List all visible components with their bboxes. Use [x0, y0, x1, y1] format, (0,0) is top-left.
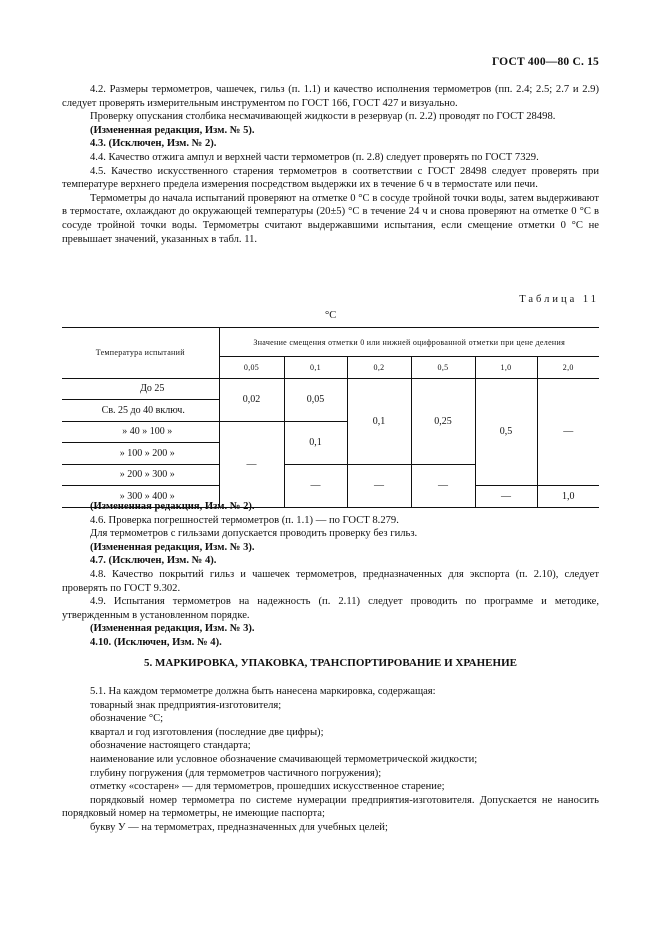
table-cell: —	[411, 464, 475, 507]
row-label: » 40 » 100 »	[62, 421, 219, 443]
header-division: 0,1	[284, 357, 347, 379]
amendment-note: (Измененная редакция, Изм. № 5).	[90, 124, 255, 136]
list-item: наименование или условное обозначение смачивающей термометрической жидкости;	[90, 753, 478, 765]
paragraph: 4.8. Качество покрытий гильз и чашечек термометров, предназначенных для экспорта (п. 2.10), следует проверять по ГОСТ 9.302.	[62, 568, 599, 594]
table-11	[62, 327, 599, 508]
table-cell: —	[284, 464, 347, 507]
list-item: обозначение настоящего стандарта;	[90, 740, 251, 752]
table-cell: —	[475, 486, 537, 508]
paragraph: Термометры до начала испытаний проверяют на отметке 0 °С в сосуде тройной точки воды, затем выдерживают в термостате, охлаждают до окружающей температуры (20±5) °С в течение 24 ч и снова проверяют на отметке 0 °С в сосуде тройной точки воды. Термометры считают выдержавшими испытания, если смещение отметки 0 °С не превышает значений, указанных в табл. 11.	[62, 192, 599, 245]
list-item: обозначение °С;	[90, 713, 164, 725]
paragraph: 4.9. Испытания термометров на надежность (п. 2.11) следует проводить по программе и методике, утвержденным в установленном порядке.	[62, 596, 599, 621]
table-cell: 0,02	[219, 378, 284, 421]
list-item: отметку «состарен» — для термометров, прошедших искусственное старение;	[90, 781, 445, 793]
header-test-temperature: Температура испытаний	[62, 328, 219, 379]
table-cell: —	[537, 378, 599, 486]
header-shift-value: Значение смещения отметки 0 или нижней оцифрованной отметки при цене деления	[219, 328, 599, 357]
amendment-note: 4.3. (Исключен, Изм. № 2).	[90, 138, 217, 150]
amendment-note: (Измененная редакция, Изм. № 3).	[90, 623, 255, 635]
table-unit: °С	[325, 310, 337, 321]
header-division: 0,2	[347, 357, 411, 379]
table-cell: 1,0	[537, 486, 599, 508]
header-division: 0,5	[411, 357, 475, 379]
list-item: квартал и год изготовления (последние две цифры);	[90, 726, 324, 738]
table-cell: 0,25	[411, 378, 475, 464]
row-label: Св. 25 до 40 включ.	[62, 400, 219, 422]
paragraph: 4.4. Качество отжига ампул и верхней части термометров (п. 2.8) следует проверять по ГОСТ 7329.	[90, 151, 539, 163]
list-item: букву У — на термометрах, предназначенных для учебных целей;	[90, 821, 388, 833]
paragraph: 4.2. Размеры термометров, чашечек, гильз (п. 1.1) и качество исполнения термометров (пп. 2.4; 2.5; 2.7 и 2.9) следует проверять измерительным инструментом по ГОСТ 166, ГОСТ 427 и визуально.	[62, 84, 599, 109]
header-division: 2,0	[537, 357, 599, 379]
paragraph: Для термометров с гильзами допускается проводить проверку без гильз.	[90, 528, 418, 540]
row-label: » 100 » 200 »	[62, 443, 219, 465]
text-block-top	[62, 83, 599, 246]
row-label: До 25	[62, 378, 219, 400]
amendment-note: (Измененная редакция, Изм. № 3).	[90, 541, 255, 553]
section-title: 5. МАРКИРОВКА, УПАКОВКА, ТРАНСПОРТИРОВАНИЕ И ХРАНЕНИЕ	[144, 657, 517, 669]
table-caption: Таблица 11	[519, 294, 599, 305]
text-block-bottom	[62, 685, 599, 835]
list-item: товарный знак предприятия-изготовителя;	[90, 699, 282, 711]
header-division: 1,0	[475, 357, 537, 379]
text-block-middle	[62, 500, 599, 650]
table-cell: 0,05	[284, 378, 347, 421]
amendment-note: 4.10. (Исключен, Изм. № 4).	[90, 636, 222, 648]
amendment-note: 4.7. (Исключен, Изм. № 4).	[90, 555, 217, 567]
header-division: 0,05	[219, 357, 284, 379]
paragraph: Проверку опускания столбика несмачивающей жидкости в резервуар (п. 2.2) проводят по ГОСТ 28498.	[90, 111, 556, 123]
row-label: » 200 » 300 »	[62, 464, 219, 486]
row-label: » 300 » 400 »	[62, 486, 219, 508]
table-cell: 0,1	[284, 421, 347, 464]
paragraph: 4.6. Проверка погрешностей термометров (п. 1.1) — по ГОСТ 8.279.	[90, 514, 399, 526]
table-cell: —	[347, 464, 411, 507]
table-cell: 0,5	[475, 378, 537, 486]
paragraph: 5.1. На каждом термометре должна быть нанесена маркировка, содержащая:	[90, 686, 436, 697]
paragraph: 4.5. Качество искусственного старения термометров в соответствии с ГОСТ 28498 следует проверять при температуре верхнего предела измерения посредством выдержки их в течение 6 ч в термостате или печи.	[62, 165, 599, 191]
table-cell: —	[219, 421, 284, 507]
page-header: ГОСТ 400—80 С. 15	[491, 56, 599, 68]
list-item: глубину погружения (для термометров частичного погружения);	[90, 767, 382, 779]
amendment-note: (Измененная редакция, Изм. № 2).	[90, 501, 255, 512]
list-item: порядковый номер термометра по системе нумерации предприятия-изготовителя. Допускается не наносить порядковый номер на термометры, не имеющие паспорта;	[62, 794, 599, 820]
table-cell: 0,1	[347, 378, 411, 464]
